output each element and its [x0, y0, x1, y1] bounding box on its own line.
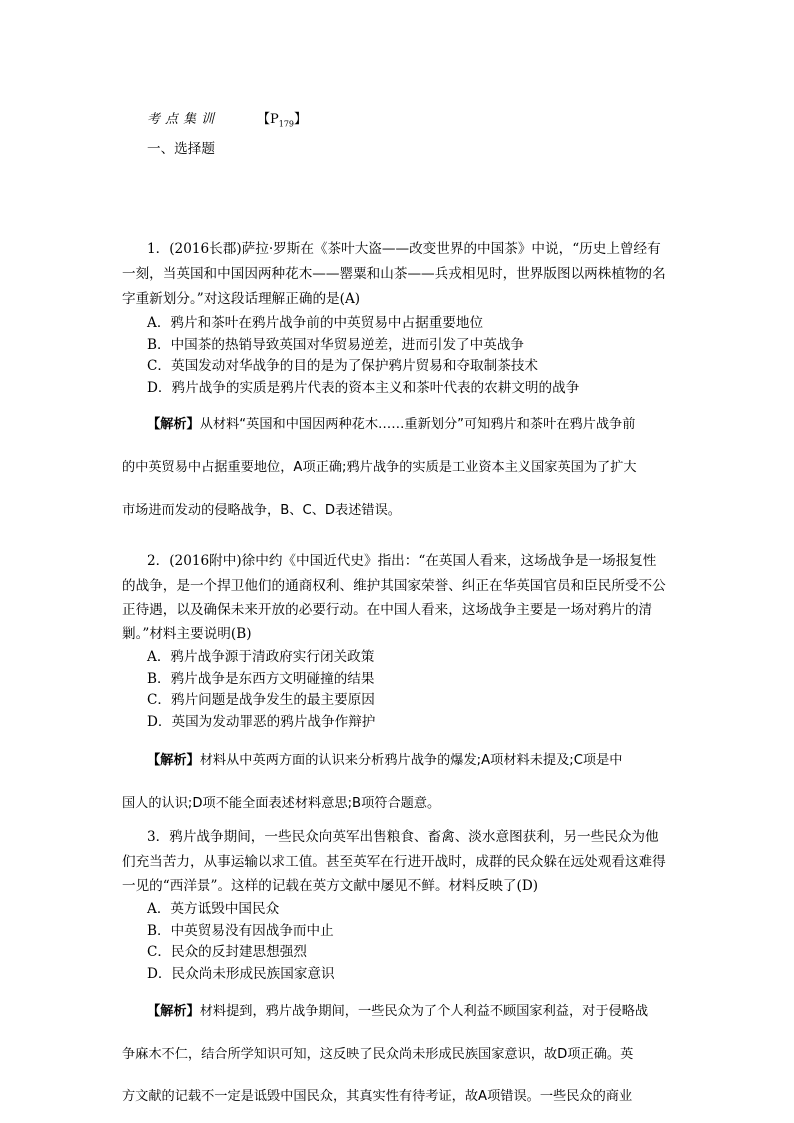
- q2-analysis-line-1: 【解析】材料从中英两方面的认识来分析鸦片战争的爆发;A项材料未提及;C项是中: [147, 753, 623, 768]
- q2-option-b: B．鸦片战争是东西方文明碰撞的结果: [147, 671, 375, 687]
- part-title: 一、选择题: [147, 141, 215, 157]
- q3-option-b: B．中英贸易没有因战争而中止: [147, 923, 334, 939]
- q2-stem-line-4: 剿。”材料主要说明(B): [122, 626, 252, 642]
- q2-option-d: D．英国为发动罪恶的鸦片战争作辩护: [147, 714, 376, 730]
- q1-option-b: B．中国茶的热销导致英国对华贸易逆差，进而引发了中英战争: [147, 337, 525, 353]
- analysis-tag: 【解析】: [147, 417, 200, 432]
- q3-stem-line-2: 们充当苦力，从事运输以求工值。甚至英军在行进开战时，成群的民众躲在远处观看这难得: [122, 854, 666, 870]
- q3-stem-line-1: 3．鸦片战争期间，一些民众向英军出售粮食、畜禽、淡水意图获利，另一些民众为他: [147, 829, 659, 845]
- q3-option-c: C．民众的反封建思想强烈: [147, 944, 307, 960]
- q1-stem-line-1: 1．(2016长郡)萨拉·罗斯在《茶叶大盗——改变世界的中国茶》中说，“历史上曾经有: [147, 241, 661, 257]
- q3-analysis-line-3: 方文献的记载不一定是诋毁中国民众，其真实性有待考证，故A项错误。一些民众的商业: [122, 1089, 633, 1104]
- q3-analysis-line-2: 争麻木不仁，结合所学知识可知，这反映了民众尚未形成民族国家意识，故D项正确。英: [122, 1047, 634, 1062]
- q2-option-c: C．鸦片问题是战争发生的最主要原因: [147, 692, 375, 708]
- q3-analysis-line-1: 【解析】材料提到，鸦片战争期间，一些民众为了个人利益不顾国家利益，对于侵略战: [147, 1004, 649, 1019]
- q2-stem-line-2: 的战争，是一个捍卫他们的通商权利、维护其国家荣誉、纠正在华英国官员和臣民所受不公: [122, 578, 666, 594]
- q1-stem-line-2: 一刻，当英国和中国因两种花木——罂粟和山茶——兵戎相见时，世界版图以两株植物的名: [122, 266, 666, 282]
- q1-stem-line-3: 字重新划分。”对这段话理解正确的是(A): [122, 291, 361, 307]
- analysis-tag: 【解析】: [147, 753, 200, 768]
- q1-option-a: A．鸦片和茶叶在鸦片战争前的中英贸易中占据重要地位: [147, 315, 484, 331]
- q2-analysis-line-2: 国人的认识;D项不能全面表述材料意思;B项符合题意。: [122, 796, 441, 811]
- q3-option-a: A．英方诋毁中国民众: [147, 901, 280, 917]
- q2-stem-line-1: 2．(2016附中)徐中约《中国近代史》指出：“在英国人看来，这场战争是一场报复性: [147, 553, 657, 569]
- section-title: 考点集训: [147, 112, 220, 127]
- q1-analysis-line-1: 【解析】从材料“英国和中国因两种花木……重新划分”可知鸦片和茶叶在鸦片战争前: [147, 417, 636, 432]
- page-reference: 【$P_{179}$】: [257, 112, 308, 129]
- q2-option-a: A．鸦片战争源于清政府实行闭关政策: [147, 649, 375, 665]
- q3-option-d: D．民众尚未形成民族国家意识: [147, 966, 335, 982]
- q1-analysis-line-3: 市场进而发动的侵略战争，B、C、D表述错误。: [122, 503, 401, 518]
- q3-stem-line-3: 一见的“西洋景”。这样的记载在英方文献中屡见不鲜。材料反映了(D): [122, 878, 539, 894]
- analysis-tag: 【解析】: [147, 1004, 200, 1019]
- q2-stem-line-3: 正待遇，以及确保未来开放的必要行动。在中国人看来，这场战争主要是一场对鸦片的清: [122, 602, 653, 618]
- q1-option-d: D．鸦片战争的实质是鸦片代表的资本主义和茶叶代表的农耕文明的战争: [147, 380, 580, 396]
- q1-option-c: C．英国发动对华战争的目的是为了保护鸦片贸易和夺取制茶技术: [147, 358, 539, 374]
- q1-analysis-line-2: 的中英贸易中占据重要地位，A项正确;鸦片战争的实质是工业资本主义国家英国为了扩大: [122, 460, 637, 475]
